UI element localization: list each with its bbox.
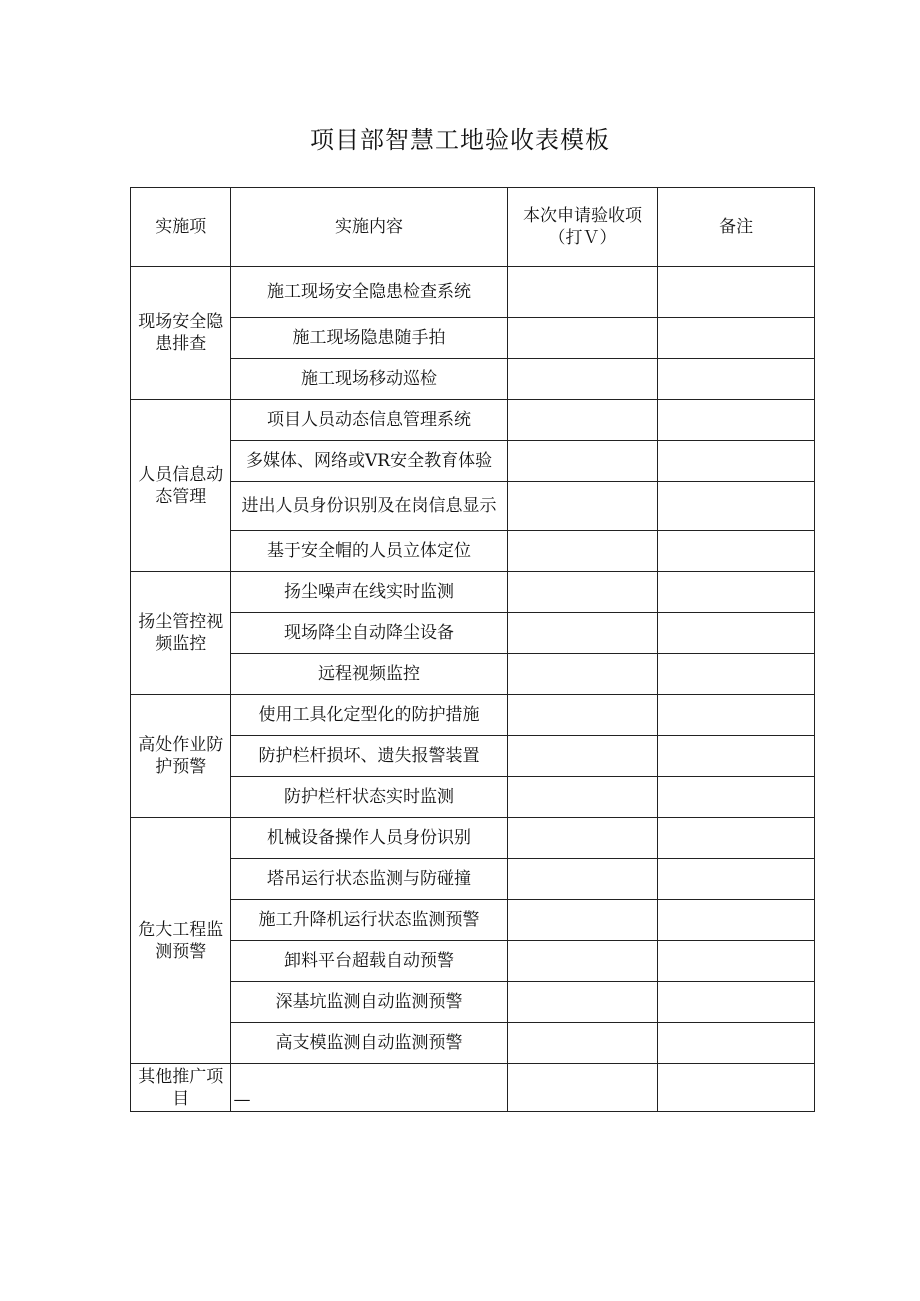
content-cell: 进出人员身份识别及在岗信息显示 bbox=[231, 482, 507, 531]
apply-checkbox-cell[interactable] bbox=[507, 654, 658, 695]
remark-cell[interactable] bbox=[658, 482, 815, 531]
apply-checkbox-cell[interactable] bbox=[507, 400, 658, 441]
remark-cell[interactable] bbox=[658, 654, 815, 695]
apply-checkbox-cell[interactable] bbox=[507, 482, 658, 531]
header-apply bbox=[507, 188, 658, 267]
remark-cell[interactable] bbox=[658, 318, 815, 359]
apply-checkbox-cell[interactable] bbox=[507, 736, 658, 777]
remark-cell[interactable] bbox=[658, 982, 815, 1023]
apply-checkbox-cell[interactable] bbox=[507, 695, 658, 736]
remark-cell[interactable] bbox=[658, 1023, 815, 1064]
remark-cell[interactable] bbox=[658, 695, 815, 736]
content-cell: 塔吊运行状态监测与防碰撞 bbox=[231, 859, 507, 900]
table-row bbox=[131, 695, 815, 736]
apply-checkbox-cell[interactable] bbox=[507, 818, 658, 859]
apply-checkbox-cell[interactable] bbox=[507, 900, 658, 941]
table-row bbox=[131, 359, 815, 400]
category-cell: 人员信息动态管理 bbox=[131, 400, 231, 572]
apply-checkbox-cell[interactable] bbox=[507, 941, 658, 982]
content-cell: 使用工具化定型化的防护措施 bbox=[231, 695, 507, 736]
remark-cell[interactable] bbox=[658, 572, 815, 613]
table-row bbox=[131, 1064, 815, 1112]
table-row bbox=[131, 654, 815, 695]
content-cell: 施工现场隐患随手拍 bbox=[231, 318, 507, 359]
apply-checkbox-cell[interactable] bbox=[507, 267, 658, 318]
apply-checkbox-cell[interactable] bbox=[507, 531, 658, 572]
apply-checkbox-cell[interactable] bbox=[507, 1064, 658, 1112]
table-row bbox=[131, 941, 815, 982]
table-row bbox=[131, 482, 815, 531]
apply-checkbox-cell[interactable] bbox=[507, 859, 658, 900]
content-cell: 远程视频监控 bbox=[231, 654, 507, 695]
table-row bbox=[131, 736, 815, 777]
table-row bbox=[131, 267, 815, 318]
remark-cell[interactable] bbox=[658, 613, 815, 654]
apply-checkbox-cell[interactable] bbox=[507, 318, 658, 359]
category-cell: 扬尘管控视频监控 bbox=[131, 572, 231, 695]
remark-cell[interactable] bbox=[658, 359, 815, 400]
apply-checkbox-cell[interactable] bbox=[507, 777, 658, 818]
apply-checkbox-cell[interactable] bbox=[507, 359, 658, 400]
remark-cell[interactable] bbox=[658, 777, 815, 818]
content-cell: 基于安全帽的人员立体定位 bbox=[231, 531, 507, 572]
remark-cell[interactable] bbox=[658, 400, 815, 441]
content-cell: 深基坑监测自动监测预警 bbox=[231, 982, 507, 1023]
table-row bbox=[131, 900, 815, 941]
remark-cell[interactable] bbox=[658, 818, 815, 859]
content-cell: 机械设备操作人员身份识别 bbox=[231, 818, 507, 859]
remark-cell[interactable] bbox=[658, 1064, 815, 1112]
table-row bbox=[131, 818, 815, 859]
remark-cell[interactable] bbox=[658, 900, 815, 941]
content-cell: 多媒体、网络或VR安全教育体验 bbox=[231, 441, 507, 482]
table-row bbox=[131, 572, 815, 613]
content-cell: 施工升降机运行状态监测预警 bbox=[231, 900, 507, 941]
header-item: 实施项 bbox=[131, 188, 231, 267]
remark-cell[interactable] bbox=[658, 267, 815, 318]
table-row bbox=[131, 531, 815, 572]
table-row bbox=[131, 441, 815, 482]
remark-cell[interactable] bbox=[658, 859, 815, 900]
page-title: 项目部智慧工地验收表模板 bbox=[310, 126, 610, 154]
category-cell: 高处作业防护预警 bbox=[131, 695, 231, 818]
header-remark: 备注 bbox=[658, 188, 815, 267]
header-content: 实施内容 bbox=[231, 188, 507, 267]
apply-checkbox-cell[interactable] bbox=[507, 1023, 658, 1064]
apply-checkbox-cell[interactable] bbox=[507, 613, 658, 654]
table-row bbox=[131, 613, 815, 654]
content-cell: 项目人员动态信息管理系统 bbox=[231, 400, 507, 441]
table-row bbox=[131, 982, 815, 1023]
content-cell: 现场降尘自动降尘设备 bbox=[231, 613, 507, 654]
table-header-row bbox=[131, 188, 815, 267]
header-apply-line2: （打Ｖ） bbox=[548, 228, 617, 248]
content-cell: 防护栏杆状态实时监测 bbox=[231, 777, 507, 818]
remark-cell[interactable] bbox=[658, 736, 815, 777]
table-row bbox=[131, 777, 815, 818]
apply-checkbox-cell[interactable] bbox=[507, 441, 658, 482]
header-apply-line1: 本次申请验收项 bbox=[522, 206, 642, 226]
content-cell: 高支模监测自动监测预警 bbox=[231, 1023, 507, 1064]
content-cell: 防护栏杆损坏、遗失报警装置 bbox=[231, 736, 507, 777]
table-row bbox=[131, 859, 815, 900]
table-row bbox=[131, 318, 815, 359]
remark-cell[interactable] bbox=[658, 531, 815, 572]
apply-checkbox-cell[interactable] bbox=[507, 982, 658, 1023]
content-cell: 扬尘噪声在线实时监测 bbox=[231, 572, 507, 613]
table-row bbox=[131, 1023, 815, 1064]
content-cell: 施工现场移动巡检 bbox=[231, 359, 507, 400]
content-cell: 施工现场安全隐患检查系统 bbox=[231, 267, 507, 318]
table-row bbox=[131, 400, 815, 441]
category-cell: 其他推广项目 bbox=[131, 1064, 231, 1112]
remark-cell[interactable] bbox=[658, 441, 815, 482]
remark-cell[interactable] bbox=[658, 941, 815, 982]
content-cell: 卸料平台超载自动预警 bbox=[231, 941, 507, 982]
category-cell: 危大工程监测预警 bbox=[131, 818, 231, 1064]
acceptance-table bbox=[130, 187, 815, 1112]
apply-checkbox-cell[interactable] bbox=[507, 572, 658, 613]
category-cell: 现场安全隐患排查 bbox=[131, 267, 231, 400]
content-cell: — bbox=[231, 1064, 507, 1112]
